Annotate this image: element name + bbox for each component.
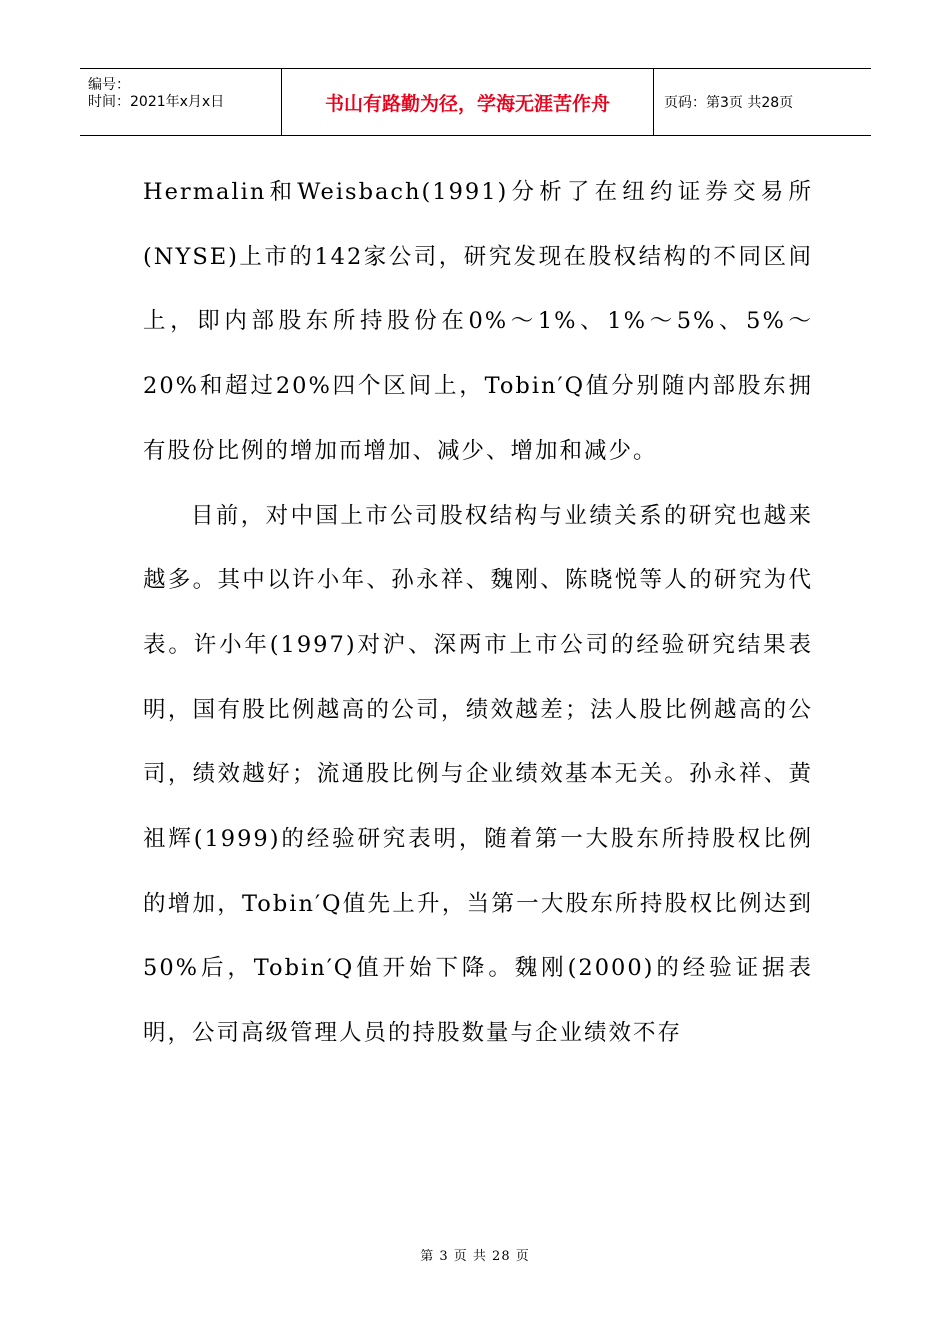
motto-cell bbox=[282, 69, 654, 135]
page-number-label: 页码：第3页 共28页 bbox=[664, 95, 794, 111]
paragraph-1: Hermalin和Weisbach(1991)分析了在纽约证券交易所(NYSE)上市的142家公司，研究发现在股权结构的不同区间上，即内部股东所持股份在0%～1%、1%～5%、5%～20%和超过20%四个区间上，Tobin′Q值分别随内部股东拥有股份比例的增加而增加、减少、增加和减少。 bbox=[143, 179, 813, 464]
header-meta-cell bbox=[80, 69, 282, 135]
page-header bbox=[80, 68, 871, 136]
page-footer: 第 3 页 共 28 页 bbox=[420, 1249, 530, 1264]
number-label: 编号： bbox=[88, 77, 130, 93]
page-number-cell bbox=[654, 69, 871, 135]
paragraph-2: 目前，对中国上市公司股权结构与业绩关系的研究也越来越多。其中以许小年、孙永祥、魏刚、陈晓悦等人的研究为代表。许小年(1997)对沪、深两市上市公司的经验研究结果表明，国有股比例越高的公司，绩效越差；法人股比例越高的公司，绩效越好；流通股比例与企业绩效基本无关。孙永祥、黄祖辉(1999)的经验研究表明，随着第一大股东所持股权比例的增加，Tobin′Q值先上升，当第一大股东所持股权比例达到50%后，Tobin′Q值开始下降。魏刚(2000)的经验证据表明，公司高级管理人员的持股数量与企业绩效不存 bbox=[143, 502, 813, 1047]
document-body bbox=[143, 160, 813, 1066]
time-label: 时间：2021年x月x日 bbox=[88, 94, 225, 110]
motto-text: 书山有路勤为径，学海无涯苦作舟 bbox=[324, 92, 610, 115]
